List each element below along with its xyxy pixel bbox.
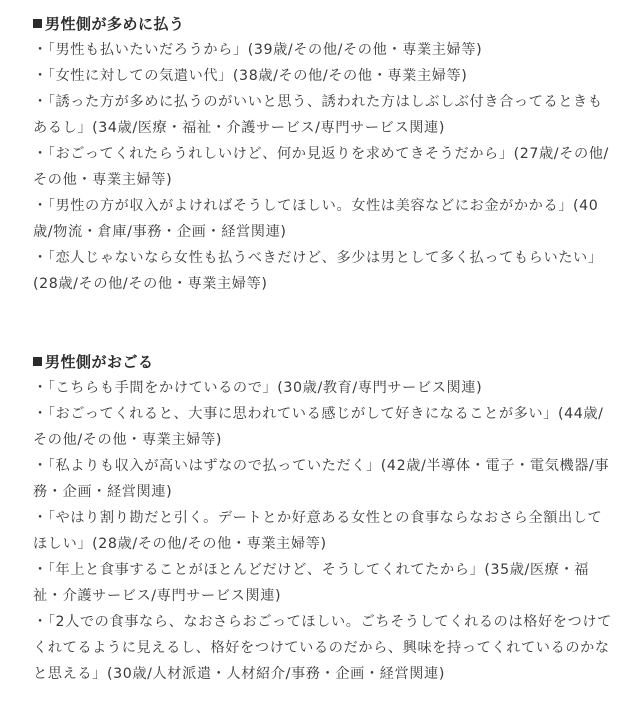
list-item: ・「2人での食事なら、なおさらおごってほしい。ごちそうしてくれるのは格好をつけてくれてるように見えるし、格好をつけているのだから、興味を持ってくれているのかなと思える」(30歳/人材派遣・人材紹介/事務・企画・経営関連) bbox=[33, 614, 612, 682]
section-heading bbox=[33, 11, 633, 37]
section-pay-more bbox=[33, 11, 633, 297]
list-item: ・「やはり割り勘だと引く。デートとか好意ある女性との食事ならなおさら全額出してほしい」(28歳/その他/その他・専業主婦等) bbox=[33, 510, 603, 552]
list-item: ・「おごってくれると、大事に思われている感じがして好きになることが多い」(44歳/その他/その他・専業主婦等) bbox=[33, 406, 604, 448]
list-item: ・「こちらも手間をかけているので」(30歳/教育/専門サービス関連) bbox=[33, 380, 483, 396]
square-bullet-icon bbox=[33, 357, 42, 366]
square-bullet-icon bbox=[33, 19, 42, 28]
section-heading-text: 男性側が多めに払う bbox=[45, 15, 185, 33]
list-item: ・「私よりも収入が高いはずなので払っていただく」(42歳/半導体・電子・電気機器/事務・企画・経営関連) bbox=[33, 458, 610, 500]
list-item: ・「年上と食事することがほとんどだけど、そうしてくれてたから」(35歳/医療・福祉・介護サービス/専門サービス関連) bbox=[33, 562, 590, 604]
list-item: ・「誘った方が多めに払うのがいいと思う、誘われた方はしぶしぶ付き合ってるときもあるし」(34歳/医療・福祉・介護サービス/専門サービス関連) bbox=[33, 94, 603, 136]
section-heading-text: 男性側がおごる bbox=[45, 353, 154, 371]
list-item: ・「女性に対しての気遣い代」(38歳/その他/その他・専業主婦等) bbox=[33, 68, 468, 84]
section-heading bbox=[33, 349, 633, 375]
list-item: ・「おごってくれたらうれしいけど、何か見返りを求めてきそうだから」(27歳/その他/その他・専業主婦等) bbox=[33, 146, 609, 188]
list-item: ・「男性も払いたいだろうから」(39歳/その他/その他・専業主婦等) bbox=[33, 42, 483, 58]
section-spacer bbox=[33, 297, 633, 349]
list-item: ・「男性の方が収入がよければそうしてほしい。女性は美容などにお金がかかる」(40歳/物流・倉庫/事務・企画・経営関連) bbox=[33, 198, 599, 240]
section-treat bbox=[33, 349, 633, 687]
list-item: ・「恋人じゃないなら女性も払うべきだけど、多少は男として多く払ってもらいたい」(28歳/その他/その他・専業主婦等) bbox=[33, 250, 603, 292]
